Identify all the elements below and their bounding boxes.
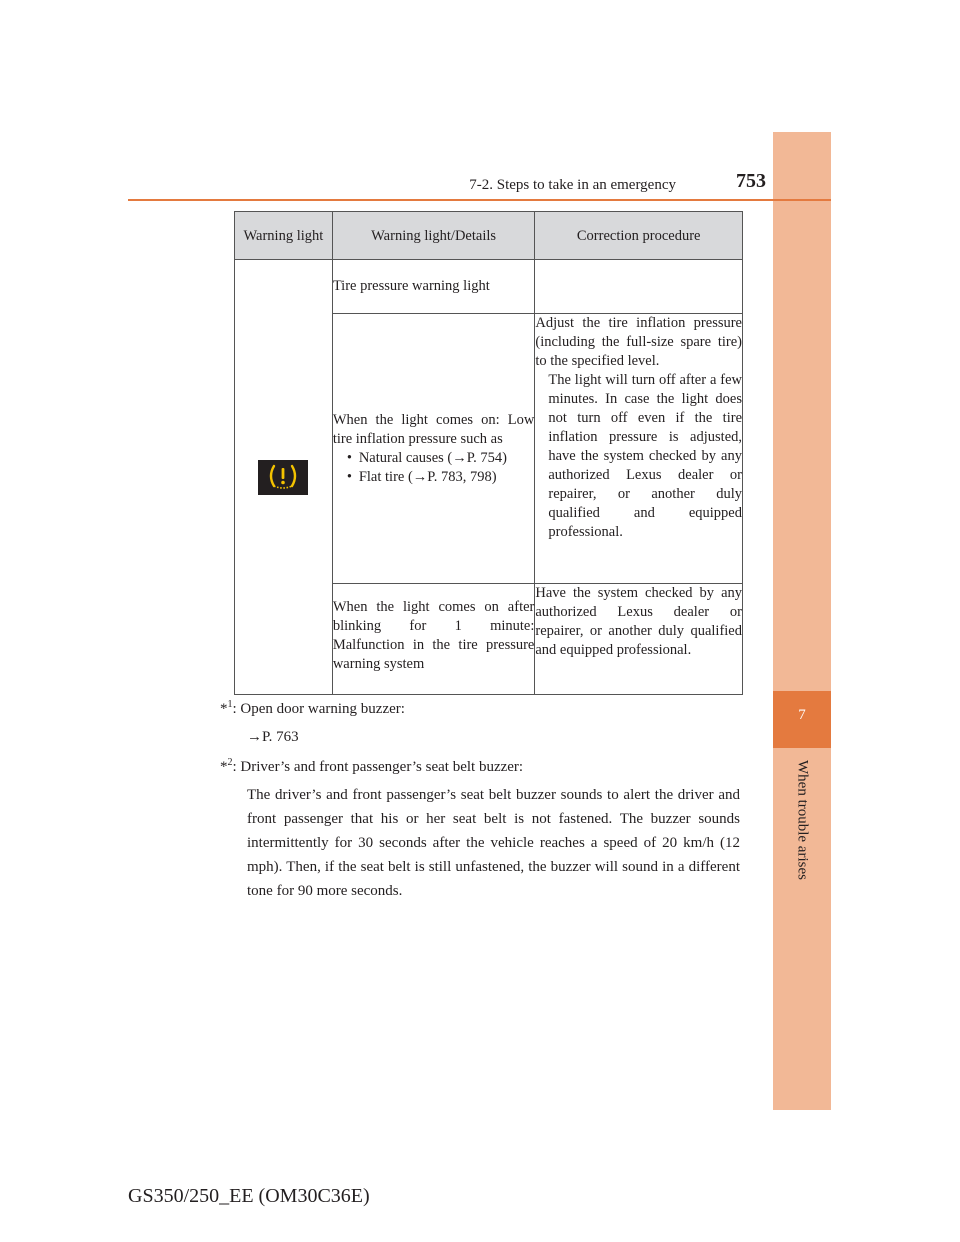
warning-light-table [234, 211, 743, 695]
chapter-side-tab [773, 132, 831, 1110]
correction-cell: Have the system checked by any authorized Lexus dealer or repairer, or another duly qualified and equipped professional. [535, 584, 743, 695]
header-details: Warning light/Details [332, 212, 535, 260]
page-number: 753 [736, 170, 766, 192]
section-title: 7-2. Steps to take in an emergency [469, 177, 676, 193]
footnote-title-text: : Driver’s and front passenger’s seat belt buzzer: [232, 759, 524, 775]
header-correction: Correction procedure [535, 212, 743, 260]
header-rule [128, 199, 831, 201]
list-item: • Flat tire (→P. 783, 798) [347, 468, 535, 487]
correction-main: Adjust the tire inflation pressure (including the full-size spare tire) to the specified level. [535, 315, 742, 369]
footnotes [220, 697, 740, 909]
warning-light-icon-cell [235, 260, 333, 695]
footnote-marker: * [220, 701, 228, 717]
model-code-footer: GS350/250_EE (OM30C36E) [128, 1185, 370, 1207]
footnote-marker: * [220, 759, 228, 775]
header-warning-light: Warning light [235, 212, 333, 260]
footnote-sup: 2 [227, 757, 233, 768]
footnote-body: The driver’s and front passenger’s seat belt buzzer sounds to alert the driver and front passenger that his or her seat belt is not fastened. The buzzer sounds intermittently for 30 seconds after the vehicle reaches a speed of 20 km/h (12 mph). Then, if the seat belt is still unfastened, the buzzer will sound in a different tone for 90 more seconds. [247, 787, 740, 899]
correction-cell [535, 314, 743, 584]
footnote-title-text: : Open door warning buzzer: [232, 701, 405, 717]
correction-cell [535, 260, 743, 314]
footnote-title [220, 697, 740, 721]
chapter-title: When trouble arises [794, 760, 811, 880]
correction-sub: The light will turn off after a few minutes. In case the light does not turn off even if the tire inflation pressure is adjusted, have the system checked by any authorized Lexus dealer or repairer, or another duly qualified and equipped professional. [548, 372, 742, 540]
footnote-body: →P. 763 [247, 729, 299, 745]
details-cell [332, 314, 535, 584]
footnote-title [220, 755, 740, 779]
list-item: • Natural causes (→P. 754) [347, 449, 535, 468]
chapter-number: 7 [798, 707, 806, 723]
details-cell: When the light comes on after blinking for 1 minute: Malfunction in the tire pressure warning system [332, 584, 535, 695]
details-intro: When the light comes on: Low tire inflation pressure such as [332, 411, 535, 447]
details-cell: Tire pressure warning light [332, 260, 535, 314]
footnote-sup: 1 [227, 699, 233, 710]
table-row [235, 260, 743, 314]
table-header-row [235, 212, 743, 260]
tire-pressure-warning-icon [258, 460, 308, 495]
details-bullets [333, 449, 535, 487]
